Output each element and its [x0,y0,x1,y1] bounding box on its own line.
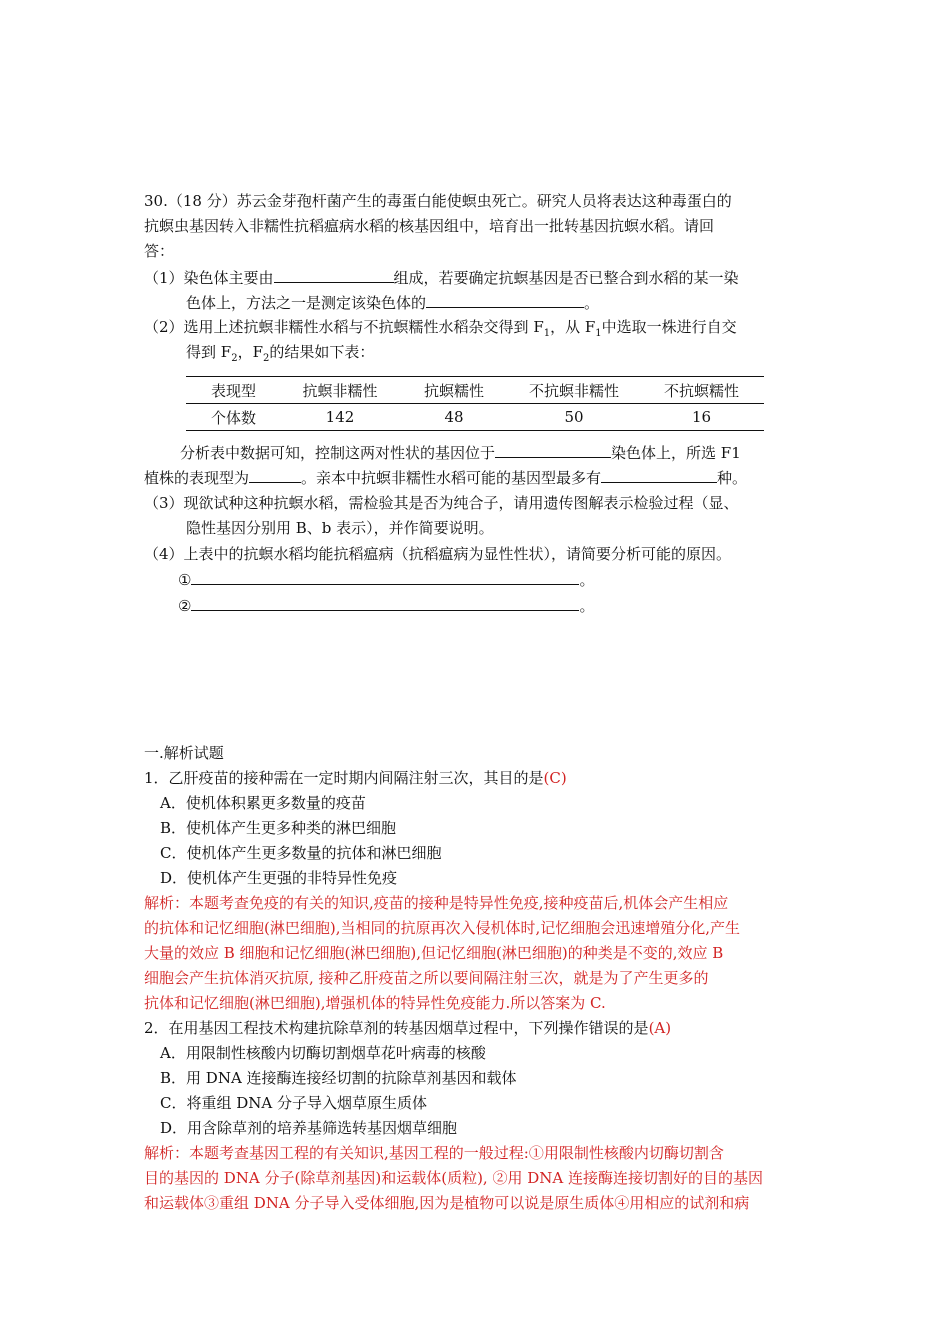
subscript: 2 [262,353,270,364]
reason-line-1 [178,568,594,591]
text: （2）选用上述抗螟非糯性水稻与不抗螟糯性水稻杂交得到 F [144,318,544,336]
circled-number-1: ① [178,571,192,589]
option-b: B．使机体产生更多种类的淋巴细胞 [160,819,397,837]
q30-part1-line-b [186,291,599,314]
text: 。 [579,571,595,589]
q30-part3-line-b: 隐性基因分别用 B、b 表示），并作简要说明。 [186,519,494,537]
subscript: 2 [231,353,238,364]
q30-part4-line: （4）上表中的抗螟水稻均能抗稻瘟病（抗稻瘟病为显性性状），请简要分析可能的原因。 [144,545,732,563]
text: 植株的表现型为 [144,469,250,487]
text: 。亲本中抗螟非糯性水稻可能的基因型最多有 [301,469,602,487]
circled-number-2: ② [178,597,192,615]
q30-line-2: 抗螟虫基因转入非糯性抗稻瘟病水稻的核基因组中，培育出一批转基因抗螟水稻。请回 [144,217,715,235]
subscript: 1 [543,328,551,339]
analysis-text: 目的基因的 DNA 分子(除草剂基因)和运载体(质粒), ②用 DNA 连接酶连接切割好的目的基因 [144,1169,763,1187]
reason-line-2 [178,594,594,617]
table-header-row [186,377,764,404]
analysis-text: 细胞会产生抗体消灭抗原, 接种乙肝疫苗之所以要间隔注射三次，就是为了产生更多的 [144,969,709,987]
text: 分析表中数据可知，控制这两对性状的基因位于 [180,444,496,462]
text: 2．在用基因工程技术构建抗除草剂的转基因烟草过程中，下列操作错误的是 [144,1019,649,1037]
q30-part3-line-a: （3）现欲试种这种抗螟水稻，需检验其是否为纯合子，请用遗传图解表示检验过程（显、 [144,494,739,512]
analysis-text: 抗体和记忆细胞(淋巴细胞),增强机体的特异性免疫能力.所以答案为 C. [144,994,606,1012]
text: 组成，若要确定抗螟基因是否已整合到水稻的某一染 [393,269,739,287]
text: 1．乙肝疫苗的接种需在一定时期内间隔注射三次，其目的是 [144,769,544,787]
text: 染色体上，所选 F1 [611,444,741,462]
text: 得到 F [186,343,232,361]
text: 。 [584,294,600,312]
q30-line-3: 答： [144,242,175,260]
text: （1）染色体主要由 [144,269,274,287]
option-b: B．用 DNA 连接酶连接经切割的抗除草剂基因和载体 [160,1069,517,1087]
answer-key: (C) [543,769,567,787]
q30-part2-line-b [186,341,374,370]
answer-blank[interactable] [274,266,394,283]
table-cell: 48 [399,404,509,431]
option-c: C．使机体产生更多数量的抗体和淋巴细胞 [160,844,442,862]
analysis-text: 大量的效应 B 细胞和记忆细胞(淋巴细胞),但记忆细胞(淋巴细胞)的种类是不变的,效应 B [144,944,724,962]
question-2-stem [144,1017,671,1039]
table-row [186,404,764,431]
analysis-text: 解析：本题考查基因工程的有关知识,基因工程的一般过程:①用限制性核酸内切酶切割含 [144,1144,724,1162]
header-cell: 不抗螟糯性 [639,377,764,404]
q30-line-1: 30.（18 分）苏云金芽孢杆菌产生的毒蛋白能使螟虫死亡。研究人员将表达这种毒蛋白的 [144,192,732,210]
text: 的结果如下表： [269,343,375,361]
header-cell: 不抗螟非糯性 [509,377,639,404]
analysis-text: 的抗体和记忆细胞(淋巴细胞),当相同的抗原再次入侵机体时,记忆细胞会迅速增殖分化,产生 [144,919,741,937]
header-cell: 表现型 [186,377,281,404]
answer-blank[interactable] [426,291,584,308]
text: 色体上，方法之一是测定该染色体的 [186,294,427,312]
answer-blank[interactable] [601,466,717,483]
answer-blank[interactable] [191,568,579,585]
phenotype-table [186,376,764,431]
table-cell: 个体数 [186,404,281,431]
text: 中选取一株进行自交 [601,318,737,336]
text: 种。 [717,469,748,487]
table-cell: 50 [509,404,639,431]
answer-blank[interactable] [249,466,301,483]
analysis-text: 和运载体③重组 DNA 分子导入受体细胞,因为是植物可以说是原生质体④用相应的试剂和病 [144,1194,750,1212]
subscript: 1 [595,328,602,339]
question-1-stem [144,767,567,789]
option-c: C．将重组 DNA 分子导入烟草原生质体 [160,1094,427,1112]
option-a: A．用限制性核酸内切酶切割烟草花叶病毒的核酸 [160,1044,486,1062]
option-d: D．用含除草剂的培养基筛选转基因烟草细胞 [160,1119,458,1137]
analysis-text: 解析：本题考查免疫的有关的知识,疫苗的接种是特异性免疫,接种疫苗后,机体会产生相应 [144,894,729,912]
text: ，F [237,343,263,361]
answer-key: (A) [648,1019,672,1037]
header-cell: 抗螟糯性 [399,377,509,404]
q30-part1-line-a [144,266,739,289]
answer-blank[interactable] [191,594,579,611]
header-cell: 抗螟非糯性 [281,377,399,404]
analysis-line-2 [144,466,747,489]
option-a: A．使机体积累更多数量的疫苗 [160,794,366,812]
answer-blank[interactable] [495,441,611,458]
section-title: 一.解析试题 [144,744,224,762]
table-cell: 16 [639,404,764,431]
analysis-line-1 [180,441,741,464]
text: 。 [579,597,595,615]
option-d: D．使机体产生更强的非特异性免疫 [160,869,398,887]
table-cell: 142 [281,404,399,431]
text: ，从 F [550,318,596,336]
